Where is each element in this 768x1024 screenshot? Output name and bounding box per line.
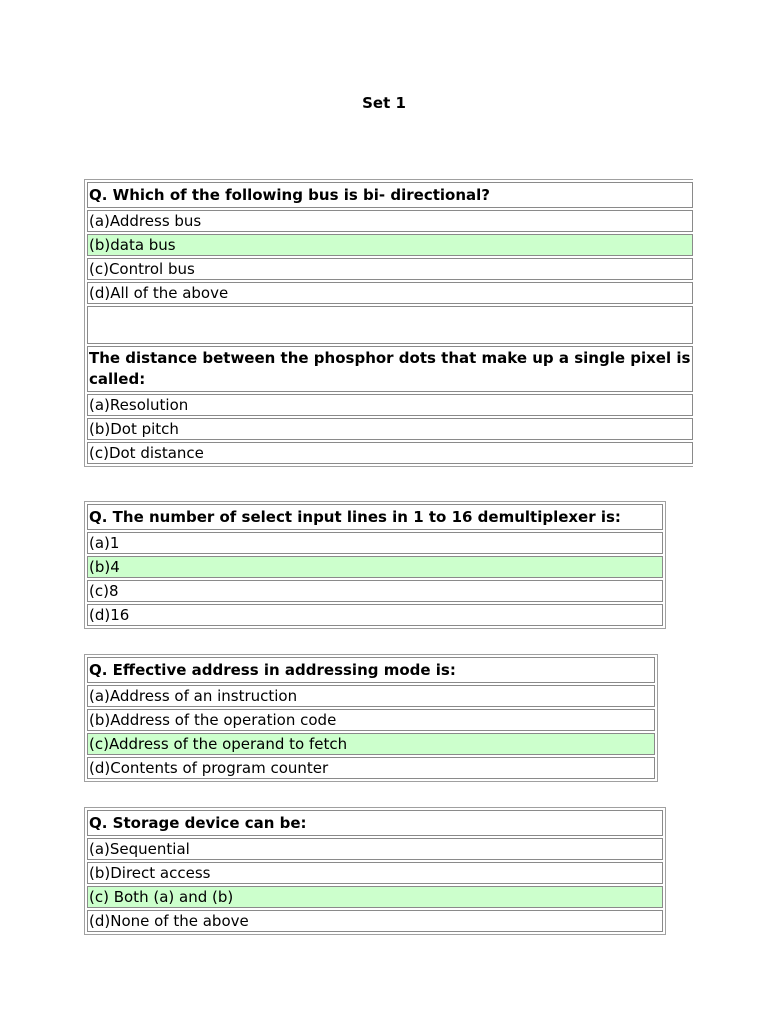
- question-table-3: [84, 654, 658, 782]
- option-b: (b)Direct access: [87, 862, 663, 884]
- question-text: Q. Storage device can be:: [87, 810, 663, 836]
- option-b-highlighted: (b)data bus: [87, 234, 693, 256]
- option-a: (a)1: [87, 532, 663, 554]
- option-d: (d)Contents of program counter: [87, 757, 655, 779]
- question-table-1: [84, 179, 693, 467]
- option-c: (c)8: [87, 580, 663, 602]
- option-a: (a)Address bus: [87, 210, 693, 232]
- question-text: Q. The number of select input lines in 1 to 16 demultiplexer is:: [87, 504, 663, 530]
- option-d: (d)All of the above: [87, 282, 693, 304]
- set-title: Set 1: [362, 94, 406, 112]
- option-c: (c)Control bus: [87, 258, 693, 280]
- option-b-highlighted: (b)4: [87, 556, 663, 578]
- option-a: (a)Address of an instruction: [87, 685, 655, 707]
- question-table-2: [84, 501, 666, 629]
- question-table-4: [84, 807, 666, 935]
- option-b: (b)Address of the operation code: [87, 709, 655, 731]
- option-b: (b)Dot pitch: [87, 418, 693, 440]
- option-c-highlighted: (c) Both (a) and (b): [87, 886, 663, 908]
- question-text: Q. Which of the following bus is bi- directional?: [87, 182, 693, 208]
- question-text: The distance between the phosphor dots that make up a single pixel is called:: [87, 346, 693, 392]
- option-c: (c)Dot distance: [87, 442, 693, 464]
- option-d: (d)16: [87, 604, 663, 626]
- option-c-highlighted: (c)Address of the operand to fetch: [87, 733, 655, 755]
- option-a: (a)Resolution: [87, 394, 693, 416]
- option-a: (a)Sequential: [87, 838, 663, 860]
- option-d: (d)None of the above: [87, 910, 663, 932]
- question-text: Q. Effective address in addressing mode is:: [87, 657, 655, 683]
- blank-answer-row: [87, 306, 693, 344]
